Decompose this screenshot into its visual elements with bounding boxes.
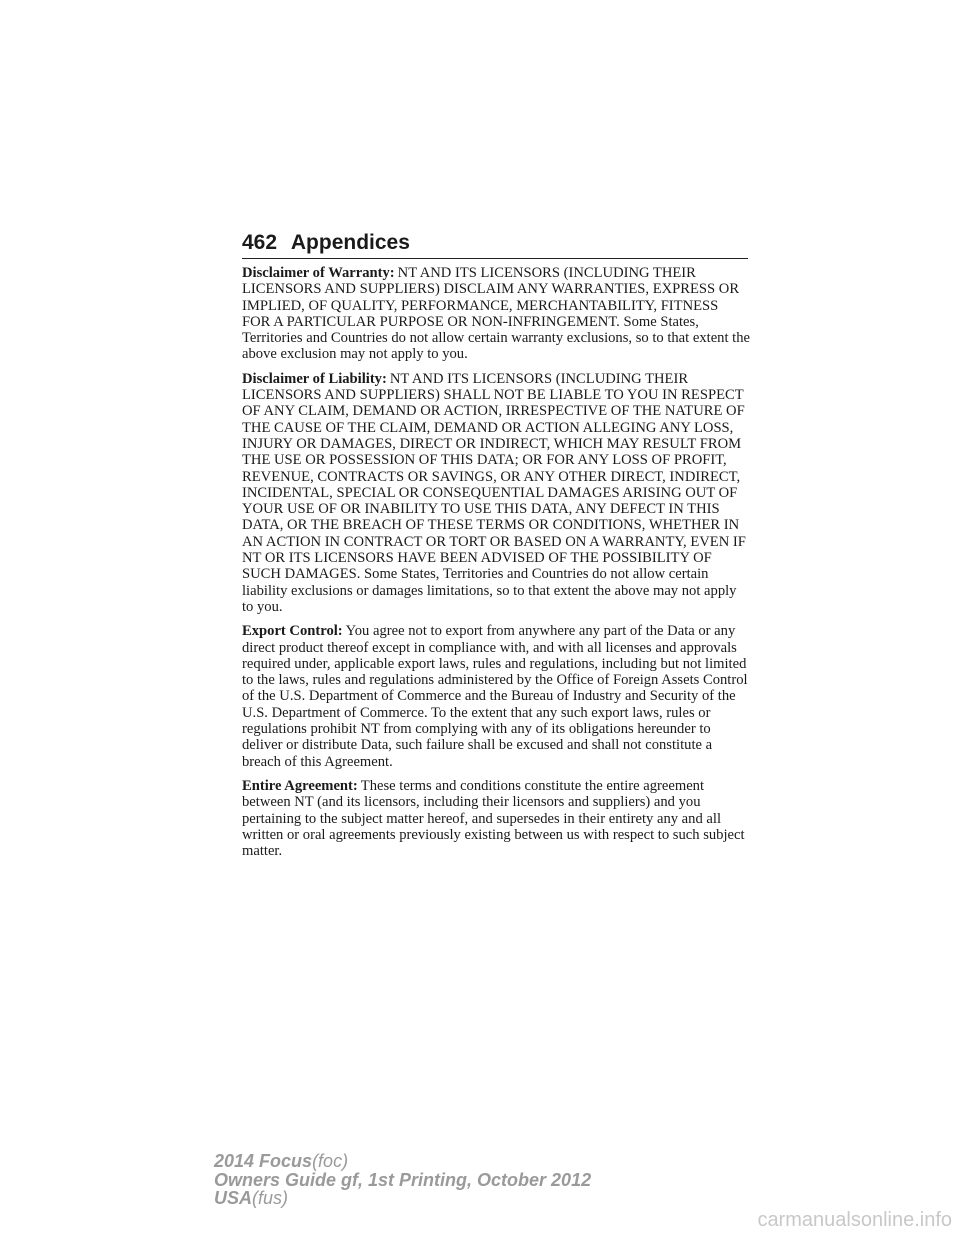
- section-title: Appendices: [290, 231, 410, 254]
- paragraph-entire-agreement: [242, 778, 750, 859]
- footer-market-code: (fus): [252, 1188, 289, 1208]
- print-footer: [214, 1152, 591, 1208]
- paragraph-text: NT AND ITS LICENSORS (INCLUDING THEIR LICENSORS AND SUPPLIERS) SHALL NOT BE LIABLE TO YOU IN RESPECT OF ANY CLAIM, DEMAND OR ACTION, IRRESPECTIVE OF THE NATURE OF THE CAUSE OF THE CLAIM, DEMAND OR ACTION ALLEGING ANY LOSS, INJURY OR DAMAGES, DIRECT OR INDIRECT, WHICH MAY RESULT FROM THE USE OR POSSESSION OF THIS DATA; OR FOR ANY LOSS OF PROFIT, REVENUE, CONTRACTS OR SAVINGS, OR ANY OTHER DIRECT, INDIRECT, INCIDENTAL, SPECIAL OR CONSEQUENTIAL DAMAGES ARISING OUT OF YOUR USE OF OR INABILITY TO USE THIS DATA, ANY DEFECT IN THIS DATA, OR THE BREACH OF THESE TERMS OR CONDITIONS, WHETHER IN AN ACTION IN CONTRACT OR TORT OR BASED ON A WARRANTY, EVEN IF NT OR ITS LICENSORS HAVE BEEN ADVISED OF THE POSSIBILITY OF SUCH DAMAGES. Some States, Territories and Countries do not allow certain liability exclusions or damages limitations, so to that extent the above may not apply to you.: [242, 370, 746, 615]
- footer-model-line: [214, 1152, 591, 1171]
- paragraph-text: You agree not to export from anywhere any part of the Data or any direct product thereof except in compliance with, and with all licenses and approvals required under, applicable export laws, rules and regulations, including but not limited to the laws, rules and regulations administered by the Office of Foreign Assets Control of the U.S. Department of Commerce and the Bureau of Industry and Security of the U.S. Department of Commerce. To the extent that any such export laws, rules or regulations prohibit NT from complying with any of its obligations hereunder to deliver or distribute Data, such failure shall be excused and shall not constitute a breach of this Agreement.: [242, 623, 748, 770]
- footer-guide-line: Owners Guide gf, 1st Printing, October 2012: [214, 1169, 592, 1190]
- document-body: [242, 265, 750, 867]
- paragraph-disclaimer-of-liability: [242, 371, 750, 615]
- term-label: Disclaimer of Liability:: [242, 370, 387, 387]
- footer-market: USA: [214, 1188, 253, 1208]
- footer-model-code: (foc): [312, 1151, 349, 1171]
- paragraph-disclaimer-of-warranty: [242, 265, 750, 363]
- watermark: carmanualsonline.info: [757, 1209, 952, 1231]
- term-label: Entire Agreement:: [242, 777, 358, 794]
- footer-model: 2014 Focus: [214, 1151, 313, 1171]
- paragraph-text: NT AND ITS LICENSORS (INCLUDING THEIR LICENSORS AND SUPPLIERS) DISCLAIM ANY WARRANTIES, EXPRESS OR IMPLIED, OF QUALITY, PERFORMANCE, MERCHANTABILITY, FITNESS FOR A PARTICULAR PURPOSE OR NON-INFRINGEMENT. Some States, Territories and Countries do not allow certain warranty exclusions, so to that extent the above exclusion may not apply to you.: [242, 265, 751, 363]
- term-label: Disclaimer of Warranty:: [242, 265, 395, 281]
- page-header: [242, 228, 748, 259]
- page-number: 462: [242, 231, 278, 254]
- footer-market-line: [214, 1189, 591, 1208]
- paragraph-text: These terms and conditions constitute the entire agreement between NT (and its licensors, including their licensors and suppliers) and you pertaining to the subject matter hereof, and supersedes in their entirety any and all written or oral agreements previously existing between us with respect to such subject matter.: [242, 777, 745, 860]
- paragraph-export-control: [242, 623, 750, 770]
- term-label: Export Control:: [242, 623, 343, 640]
